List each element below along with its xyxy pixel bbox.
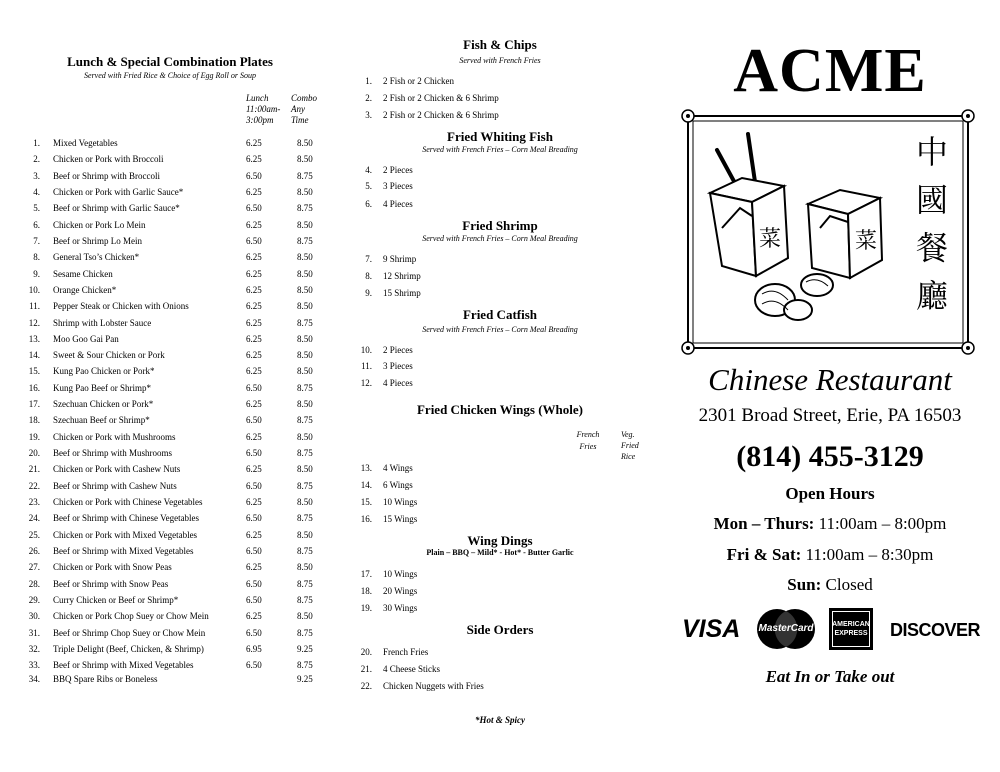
lunch-price: 6.25 <box>246 220 262 230</box>
lunch-price: 6.25 <box>246 301 262 311</box>
lunch-price: 6.25 <box>246 252 262 262</box>
item-name: 3 Pieces <box>383 361 413 371</box>
lunch-price: 6.25 <box>246 562 262 572</box>
combo-price: 8.50 <box>297 220 313 230</box>
wings-col-french-fries: French Fries <box>576 430 600 451</box>
item-number: 4. <box>33 187 40 197</box>
item-name: Beef or Shrimp with Cashew Nuts <box>53 481 177 491</box>
item-name: Triple Delight (Beef, Chicken, & Shrimp) <box>53 644 204 654</box>
combo-price: 8.75 <box>297 415 313 425</box>
item-number: 7. <box>33 236 40 246</box>
item-number: 20. <box>360 647 372 657</box>
discover-logo: DISCOVER <box>890 620 981 640</box>
item-name: 6 Wings <box>383 480 413 490</box>
item-name: Sweet & Sour Chicken or Pork <box>53 350 165 360</box>
item-name: 10 Wings <box>383 569 418 579</box>
combo-price: 8.50 <box>297 399 313 409</box>
hours-fri-sat: Fri & Sat: 11:00am – 8:30pm <box>726 545 934 564</box>
lunch-price: 6.50 <box>246 171 262 181</box>
combo-price: 8.50 <box>297 350 313 360</box>
amex-logo <box>829 608 873 650</box>
item-number: 30. <box>28 611 40 621</box>
combo-price: 8.50 <box>297 285 313 295</box>
item-name: 10 Wings <box>383 497 418 507</box>
wing-dings-title: Wing Dings <box>467 533 533 548</box>
combo-price: 8.50 <box>297 497 313 507</box>
item-name: Beef or Shrimp with Mixed Vegetables <box>53 546 194 556</box>
item-name: Chicken or Pork with Broccoli <box>53 154 164 164</box>
item-name: Chicken or Pork with Mushrooms <box>53 432 176 442</box>
combo-col-header: Combo Any Time <box>291 93 318 125</box>
item-name: Moo Goo Gai Pan <box>53 334 119 344</box>
combo-price: 8.50 <box>297 187 313 197</box>
fish-chips-title: Fish & Chips <box>463 37 537 52</box>
lunch-subtitle: Served with Fried Rice & Choice of Egg Roll or Soup <box>84 71 256 80</box>
item-name: 2 Fish or 2 Chicken <box>383 76 454 86</box>
shrimp-subtitle: Served with French Fries – Corn Meal Breading <box>422 234 578 243</box>
item-name: 3 Pieces <box>383 181 413 191</box>
item-name: Beef or Shrimp with Garlic Sauce* <box>53 203 180 213</box>
item-number: 26. <box>28 546 40 556</box>
restaurant-name: ACME <box>733 37 927 105</box>
item-name: Kung Pao Chicken or Pork* <box>53 366 155 376</box>
restaurant-phone: (814) 455-3129 <box>736 440 924 473</box>
item-name: Chicken Nuggets with Fries <box>383 681 484 691</box>
combo-price: 8.50 <box>297 432 313 442</box>
item-name: Mixed Vegetables <box>53 138 118 148</box>
item-number: 32. <box>28 644 40 654</box>
lunch-price: 6.50 <box>246 236 262 246</box>
item-number: 5. <box>365 181 372 191</box>
item-number: 25. <box>28 530 40 540</box>
logo-frame <box>680 108 976 358</box>
item-number: 15. <box>360 497 372 507</box>
item-name: Orange Chicken* <box>53 285 117 295</box>
item-number: 16. <box>360 514 372 524</box>
lunch-price: 6.50 <box>246 513 262 523</box>
combo-price: 8.50 <box>297 252 313 262</box>
item-number: 8. <box>365 271 372 281</box>
lunch-price: 6.25 <box>246 350 262 360</box>
item-name: Beef or Shrimp with Broccoli <box>53 171 160 181</box>
item-number: 15. <box>28 366 40 376</box>
item-number: 22. <box>360 681 372 691</box>
item-number: 34. <box>28 674 40 684</box>
item-number: 6. <box>33 220 40 230</box>
item-number: 2. <box>365 93 372 103</box>
combo-price: 8.75 <box>297 513 313 523</box>
lunch-price: 6.50 <box>246 579 262 589</box>
item-number: 13. <box>28 334 40 344</box>
amex-line2: EXPRESS <box>834 630 868 637</box>
item-number: 14. <box>28 350 40 360</box>
item-number: 8. <box>33 252 40 262</box>
lunch-price: 6.25 <box>246 464 262 474</box>
item-number: 18. <box>360 586 372 596</box>
item-number: 33. <box>28 660 40 670</box>
lunch-price: 6.50 <box>246 415 262 425</box>
item-number: 20. <box>28 448 40 458</box>
combo-price: 8.75 <box>297 481 313 491</box>
item-name: Szechuan Beef or Shrimp* <box>53 415 150 425</box>
item-number: 12. <box>28 318 40 328</box>
combo-price: 8.50 <box>297 530 313 540</box>
item-name: Szechuan Chicken or Pork* <box>53 399 154 409</box>
lunch-price: 6.50 <box>246 203 262 213</box>
item-number: 3. <box>33 171 40 181</box>
item-number: 12. <box>360 378 372 388</box>
combo-price: 8.75 <box>297 383 313 393</box>
item-number: 16. <box>28 383 40 393</box>
item-name: 4 Wings <box>383 463 413 473</box>
item-name: Chicken or Pork with Cashew Nuts <box>53 464 181 474</box>
eat-in-take-out: Eat In or Take out <box>765 667 895 686</box>
item-name: Beef or Shrimp with Snow Peas <box>53 579 169 589</box>
combo-price: 8.50 <box>297 269 313 279</box>
item-name: Chicken or Pork with Snow Peas <box>53 562 172 572</box>
lunch-price: 6.25 <box>246 530 262 540</box>
item-name: Beef or Shrimp with Mixed Vegetables <box>53 660 194 670</box>
combo-price: 8.50 <box>297 138 313 148</box>
item-number: 11. <box>29 301 40 311</box>
combo-price: 8.50 <box>297 154 313 164</box>
lunch-price: 6.25 <box>246 154 262 164</box>
lunch-price: 6.25 <box>246 334 262 344</box>
combo-price: 8.75 <box>297 660 313 670</box>
combo-price: 8.75 <box>297 236 313 246</box>
item-number: 1. <box>365 76 372 86</box>
combo-price: 8.50 <box>297 562 313 572</box>
item-number: 28. <box>28 579 40 589</box>
item-number: 7. <box>365 254 372 264</box>
lunch-price: 6.50 <box>246 628 262 638</box>
item-number: 18. <box>28 415 40 425</box>
lunch-price: 6.25 <box>246 318 262 328</box>
item-number: 21. <box>360 664 372 674</box>
side-orders-title: Side Orders <box>466 622 534 637</box>
lunch-price: 6.25 <box>246 432 262 442</box>
lunch-price: 6.50 <box>246 660 262 670</box>
box-char-left: 菜 <box>758 227 782 252</box>
item-number: 22. <box>28 481 40 491</box>
item-name: Beef or Shrimp with Chinese Vegetables <box>53 513 200 523</box>
item-name: BBQ Spare Ribs or Boneless <box>53 674 158 684</box>
combo-price: 8.50 <box>297 334 313 344</box>
combo-price: 8.50 <box>297 366 313 376</box>
item-number: 31. <box>28 628 40 638</box>
item-number: 6. <box>365 199 372 209</box>
lunch-price: 6.95 <box>246 644 262 654</box>
item-name: 4 Cheese Sticks <box>383 664 440 674</box>
catfish-subtitle: Served with French Fries – Corn Meal Breading <box>422 325 578 334</box>
item-name: Beef or Shrimp Lo Mein <box>53 236 142 246</box>
lunch-price: 6.50 <box>246 481 262 491</box>
item-name: Beef or Shrimp Chop Suey or Chow Mein <box>53 628 206 638</box>
lunch-price: 6.25 <box>246 285 262 295</box>
lunch-price: 6.25 <box>246 187 262 197</box>
combo-price: 9.25 <box>297 644 313 654</box>
box-char-right: 菜 <box>854 229 878 254</box>
lunch-price: 6.25 <box>246 269 262 279</box>
item-number: 17. <box>28 399 40 409</box>
item-number: 24. <box>28 513 40 523</box>
item-number: 3. <box>365 110 372 120</box>
hours-mon-thurs: Mon – Thurs: 11:00am – 8:00pm <box>713 514 947 533</box>
wing-dings-subtitle: Plain – BBQ – Mild* - Hot* - Butter Garlic <box>426 548 574 557</box>
item-name: Shrimp with Lobster Sauce <box>53 318 152 328</box>
item-name: Chicken or Pork with Chinese Vegetables <box>53 497 203 507</box>
combo-price: 8.75 <box>297 579 313 589</box>
item-number: 14. <box>360 480 372 490</box>
item-name: General Tso’s Chicken* <box>53 252 140 262</box>
lunch-price: 6.50 <box>246 595 262 605</box>
item-name: Kung Pao Beef or Shrimp* <box>53 383 151 393</box>
mastercard-text: MasterCard <box>758 623 814 634</box>
amex-line1: AMERICAN <box>832 621 870 628</box>
item-name: 30 Wings <box>383 603 418 613</box>
combo-price: 8.75 <box>297 546 313 556</box>
lunch-price: 6.50 <box>246 383 262 393</box>
item-number: 19. <box>360 603 372 613</box>
hours-title: Open Hours <box>785 484 875 503</box>
lunch-price: 6.25 <box>246 366 262 376</box>
combo-price: 8.75 <box>297 628 313 638</box>
lunch-col-header: Lunch 11:00am- 3:00pm <box>246 93 281 125</box>
wings-col-fried-rice: Veg. Fried Rice <box>621 430 639 461</box>
item-name: 15 Shrimp <box>383 288 421 298</box>
item-number: 23. <box>28 497 40 507</box>
item-number: 2. <box>33 154 40 164</box>
item-number: 9. <box>33 269 40 279</box>
item-name: Chicken or Pork Lo Mein <box>53 220 146 230</box>
lunch-price: 6.25 <box>246 611 262 621</box>
item-number: 13. <box>360 463 372 473</box>
hours-sun: Sun: Closed <box>787 575 873 594</box>
combo-price: 8.50 <box>297 464 313 474</box>
lunch-title: Lunch & Special Combination Plates <box>67 54 273 69</box>
item-name: 2 Fish or 2 Chicken & 6 Shrimp <box>383 93 499 103</box>
item-name: Beef or Shrimp with Mushrooms <box>53 448 172 458</box>
item-number: 9. <box>365 288 372 298</box>
item-name: Sesame Chicken <box>53 269 113 279</box>
combo-price: 9.25 <box>297 674 313 684</box>
mastercard-logo <box>756 608 816 650</box>
item-number: 29. <box>28 595 40 605</box>
whiting-subtitle: Served with French Fries – Corn Meal Breading <box>422 145 578 154</box>
item-name: 4 Pieces <box>383 199 413 209</box>
item-name: 4 Pieces <box>383 378 413 388</box>
combo-price: 8.75 <box>297 203 313 213</box>
lunch-price: 6.50 <box>246 448 262 458</box>
chinese-characters: 中 國 餐 廳 <box>915 133 948 315</box>
combo-price: 8.50 <box>297 611 313 621</box>
item-number: 19. <box>28 432 40 442</box>
item-number: 27. <box>28 562 40 572</box>
wings-title: Fried Chicken Wings (Whole) <box>416 402 583 417</box>
item-name: 2 Fish or 2 Chicken & 6 Shrimp <box>383 110 499 120</box>
item-name: Chicken or Pork Chop Suey or Chow Mein <box>53 611 209 621</box>
visa-logo: VISA <box>682 615 741 643</box>
item-number: 1. <box>33 138 40 148</box>
fish-chips-subtitle: Served with French Fries <box>459 56 541 65</box>
combo-price: 8.50 <box>297 301 313 311</box>
item-name: Chicken or Pork with Garlic Sauce* <box>53 187 184 197</box>
restaurant-address: 2301 Broad Street, Erie, PA 16503 <box>698 405 962 426</box>
item-number: 10. <box>360 345 372 355</box>
item-number: 11. <box>361 361 372 371</box>
lunch-price: 6.50 <box>246 546 262 556</box>
lunch-price: 6.25 <box>246 399 262 409</box>
item-name: French Fries <box>383 647 429 657</box>
item-number: 21. <box>28 464 40 474</box>
catfish-title: Fried Catfish <box>462 307 538 322</box>
combo-price: 8.75 <box>297 318 313 328</box>
item-name: Curry Chicken or Beef or Shrimp* <box>53 595 179 605</box>
whiting-title: Fried Whiting Fish <box>447 129 553 144</box>
item-name: 2 Pieces <box>383 165 413 175</box>
item-name: 20 Wings <box>383 586 418 596</box>
lunch-price: 6.25 <box>246 138 262 148</box>
item-name: Pepper Steak or Chicken with Onions <box>53 301 189 311</box>
item-name: Chicken or Pork with Mixed Vegetables <box>53 530 198 540</box>
combo-price: 8.75 <box>297 448 313 458</box>
item-number: 4. <box>365 165 372 175</box>
combo-price: 8.75 <box>297 595 313 605</box>
lunch-price: 6.25 <box>246 497 262 507</box>
combo-price: 8.75 <box>297 171 313 181</box>
item-name: 9 Shrimp <box>383 254 417 264</box>
footnote: *Hot & Spicy <box>475 715 525 725</box>
item-name: 12 Shrimp <box>383 271 421 281</box>
restaurant-tagline: Chinese Restaurant <box>708 362 952 397</box>
item-name: 15 Wings <box>383 514 418 524</box>
item-number: 17. <box>360 569 372 579</box>
shrimp-title: Fried Shrimp <box>462 218 538 233</box>
item-name: 2 Pieces <box>383 345 413 355</box>
item-number: 10. <box>28 285 40 295</box>
item-number: 5. <box>33 203 40 213</box>
